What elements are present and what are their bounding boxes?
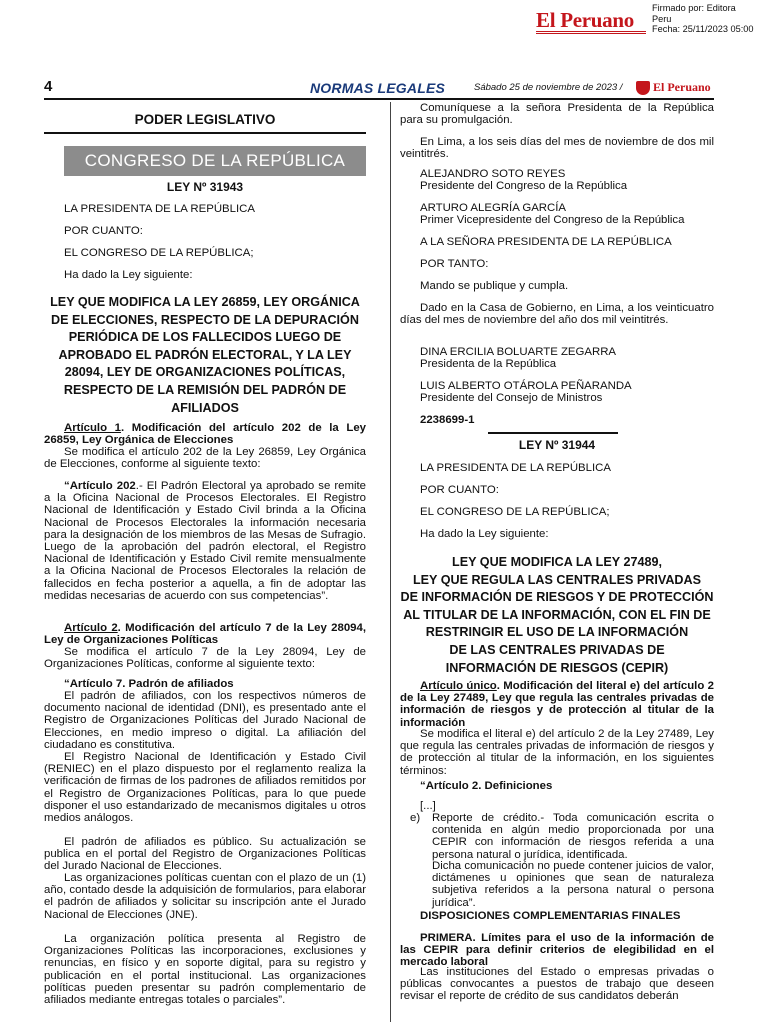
article-label: “Artículo 202 bbox=[64, 480, 136, 492]
law-number: LEY Nº 31943 bbox=[166, 180, 244, 194]
section-heading: DISPOSICIONES COMPLEMENTARIAS FINALES bbox=[420, 910, 681, 922]
signatory-role: Presidenta de la República bbox=[420, 358, 557, 370]
signatory-name: LUIS ALBERTO OTÁROLA PEÑARANDA bbox=[420, 380, 632, 392]
logo-underline bbox=[536, 31, 646, 34]
article-paragraph: El padrón de afiliados, con los respectivos números de documento nacional de identidad (DNI), es presentado ante el Registro de Organizaciones Políticas del Jurado Nacional de Elecciones, en medio impreso o digital. La afiliación del ciudadano es constitutiva. bbox=[44, 690, 366, 751]
article-paragraph: El padrón de afiliados es público. Su actualización se publica en el portal del Registro de Organizaciones Políticas del Jurado Nacional de Elecciones. bbox=[44, 836, 366, 873]
law-title-line: RESTRINGIR EL USO DE LA INFORMACIÓN bbox=[425, 625, 689, 640]
paragraph: Comuníquese a la señora Presidenta de la República para su promulgación. bbox=[400, 102, 714, 127]
list-item: Reporte de crédito.- Toda comunicación escrita o contenida en algún medio proporcionada por una CEPIR con información de riesgos referida a una persona natural o jurídica, identificada. bbox=[432, 812, 714, 861]
signatory-role: Primer Vicepresidente del Congreso de la República bbox=[420, 214, 685, 226]
paragraph: En Lima, a los seis días del mes de noviembre de dos mil veintitrés. bbox=[400, 136, 714, 161]
law-title: LEY QUE MODIFICA LA LEY 26859, LEY ORGÁNICA DE ELECCIONES, RESPECTO DE LA DEPURACIÓN PERIÓDICA DE LOS FALLECIDOS LUEGO DE APROBADO EL PADRÓN ELECTORAL, Y LA LEY 28094, LEY DE ORGANIZACIONES POLÍTICAS, RESPECTO DE LA REMISIÓN DEL PADRÓN DE AFILIADOS bbox=[50, 295, 360, 415]
signatory-name: ALEJANDRO SOTO REYES bbox=[420, 168, 566, 180]
article-heading bbox=[400, 680, 714, 729]
paragraph: A LA SEÑORA PRESIDENTA DE LA REPÚBLICA bbox=[420, 236, 672, 248]
edition-date: Sábado 25 de noviembre de 2023 / bbox=[474, 82, 623, 93]
law-rule bbox=[488, 432, 618, 434]
article-quote-text: .- El Padrón Electoral ya aprobado se remite a la Oficina Nacional de Procesos Electorales. El Registro Nacional de Identificación y Estado Civil brinda a la Oficina Nacional de Procesos Electorales la información necesaria para la designación de los miembros de las Mesas de Sufragio. Luego de la aprobación del padrón electoral, el Registro Nacional de Identificación y Estado Civil remite mensualmente a la Oficina Nacional de Procesos Electorales la relación de fallecidos en fecha posterior a aquella, a fin de adoptar las medidas necesarias de acuerdo con sus competencias”. bbox=[44, 480, 366, 602]
digital-signature bbox=[652, 3, 753, 35]
law-title-line: AL TITULAR DE LA INFORMACIÓN, CON EL FIN DE bbox=[403, 607, 711, 622]
section-title: NORMAS LEGALES bbox=[310, 80, 446, 96]
signatory-name: ARTURO ALEGRÍA GARCÍA bbox=[420, 202, 567, 214]
ellipsis: [...] bbox=[420, 800, 436, 812]
signatory-role: Presidente del Congreso de la República bbox=[420, 180, 628, 192]
article-label: “Artículo 2. Definiciones bbox=[420, 780, 553, 792]
page-number: 4 bbox=[44, 78, 53, 95]
intro-line: Ha dado la Ley siguiente: bbox=[64, 269, 193, 281]
column-divider bbox=[390, 102, 391, 1022]
article-body: Se modifica el artículo 202 de la Ley 26859, Ley Orgánica de Elecciones, conforme al siguiente texto: bbox=[44, 446, 366, 471]
el-peruano-logo: El Peruano bbox=[536, 8, 634, 32]
intro-line: LA PRESIDENTA DE LA REPÚBLICA bbox=[420, 462, 611, 474]
law-title-line: INFORMACIÓN DE RIESGOS (CEPIR) bbox=[445, 660, 669, 675]
intro-line: POR CUANTO: bbox=[420, 484, 499, 496]
article-label: Artículo 2 bbox=[64, 622, 118, 634]
article-heading-text: . Modificación del artículo 7 de la Ley 28094, Ley de Organizaciones Políticas bbox=[44, 622, 366, 647]
article-heading-text: . Modificación del literal e) del artículo 2 de la Ley 27489, Ley que regula las centrales privadas de información de riesgos y de protección al titular de la información bbox=[400, 680, 715, 729]
provision-heading bbox=[400, 932, 714, 969]
signature-line: Firmado por: Editora bbox=[652, 3, 736, 13]
article-heading-text: . Modificación del artículo 202 de la Ley 26859, Ley Orgánica de Elecciones bbox=[44, 422, 366, 447]
paragraph: POR TANTO: bbox=[420, 258, 489, 270]
article-heading bbox=[44, 422, 366, 446]
list-marker: e) bbox=[410, 812, 421, 824]
paragraph: Mando se publique y cumpla. bbox=[420, 280, 569, 292]
signatory-name: DINA ERCILIA BOLUARTE ZEGARRA bbox=[420, 346, 617, 358]
signature-line: Peru bbox=[652, 13, 672, 24]
section-heading: PODER LEGISLATIVO bbox=[134, 112, 276, 127]
article-heading bbox=[44, 622, 366, 646]
publication-code: 2238699-1 bbox=[420, 414, 475, 426]
institution-banner: CONGRESO DE LA REPÚBLICA bbox=[64, 146, 366, 176]
article-body: Se modifica el artículo 7 de la Ley 28094, Ley de Organizaciones Políticas, conforme al siguiente texto: bbox=[44, 646, 366, 671]
intro-line: POR CUANTO: bbox=[64, 225, 143, 237]
article-paragraph: Las organizaciones políticas cuentan con el plazo de un (1) año, contado desde la adquisición de formularios, para elaborar el padrón de afiliados y solicitar su inscripción ante el Jurado Nacional de Elecciones (JNE). bbox=[44, 872, 366, 921]
law-title-line: DE LAS CENTRALES PRIVADAS DE bbox=[449, 642, 665, 657]
list-item-continuation: Dicha comunicación no puede contener juicios de valor, dictámenes u opiniones que sean de naturaleza subjetiva referidos a la persona natural o persona jurídica”. bbox=[432, 860, 714, 909]
header-brand bbox=[636, 80, 711, 95]
article-label: “Artículo 7. Padrón de afiliados bbox=[64, 678, 234, 690]
law-title-line: LEY QUE REGULA LAS CENTRALES PRIVADAS bbox=[412, 572, 702, 587]
intro-line: EL CONGRESO DE LA REPÚBLICA; bbox=[64, 247, 254, 259]
coat-of-arms-icon bbox=[636, 81, 650, 95]
section-rule bbox=[44, 132, 366, 134]
law-number: LEY Nº 31944 bbox=[518, 438, 596, 452]
header-rule bbox=[44, 98, 714, 100]
article-paragraph: La organización política presenta al Registro de Organizaciones Políticas las incorporaciones, exclusiones y renuncias, en físico y en soporte digital, para su registro y publicación en el portal institucional. Las organizaciones políticas pueden presentar su padrón complementario de afiliados mediante entregas totales o parciales”. bbox=[44, 933, 366, 1007]
law-title-line: DE INFORMACIÓN DE RIESGOS Y DE PROTECCIÓN bbox=[400, 590, 714, 605]
intro-line: Ha dado la Ley siguiente: bbox=[420, 528, 549, 540]
intro-line: LA PRESIDENTA DE LA REPÚBLICA bbox=[64, 203, 255, 215]
intro-line: EL CONGRESO DE LA REPÚBLICA; bbox=[420, 506, 610, 518]
paragraph: Dado en la Casa de Gobierno, en Lima, a los veinticuatro días del mes de noviembre del año dos mil veintitrés. bbox=[400, 302, 714, 327]
article-paragraph: El Registro Nacional de Identificación y Estado Civil (RENIEC) en el plazo dispuesto por el reglamento realiza la verificación de firmas de los padrones de afiliados remitidos por el Registro de Organizaciones Políticas, para lo que puede disponer el uso estandarizado de mecanismos digitales u otros medios análogos. bbox=[44, 751, 366, 825]
provision-heading-text: Límites para el uso de la información de las CEPIR para definir criterios de elegibilidad en el mercado laboral bbox=[400, 932, 714, 969]
signature-line: Fecha: 25/11/2023 05:00 bbox=[652, 24, 754, 34]
article-quote bbox=[44, 480, 366, 602]
header-brand-text: El Peruano bbox=[653, 80, 711, 94]
provision-body: Las instituciones del Estado o empresas privadas o públicas convocantes a puestos de trabajo que deseen revisar el reporte de crédito de sus candidatos deberán bbox=[400, 966, 714, 1003]
law-title-line: LEY QUE MODIFICA LA LEY 27489, bbox=[452, 555, 662, 569]
provision-label: PRIMERA. bbox=[420, 932, 476, 944]
signatory-role: Presidente del Consejo de Ministros bbox=[420, 392, 603, 404]
article-body: Se modifica el literal e) del artículo 2 de la Ley 27489, Ley que regula las centrales privadas de información de riesgos y de protección al titular de la información, en los siguientes términos: bbox=[400, 728, 714, 777]
article-label: Artículo único bbox=[420, 680, 497, 692]
article-label: Artículo 1 bbox=[64, 422, 121, 434]
law-title bbox=[400, 554, 714, 677]
